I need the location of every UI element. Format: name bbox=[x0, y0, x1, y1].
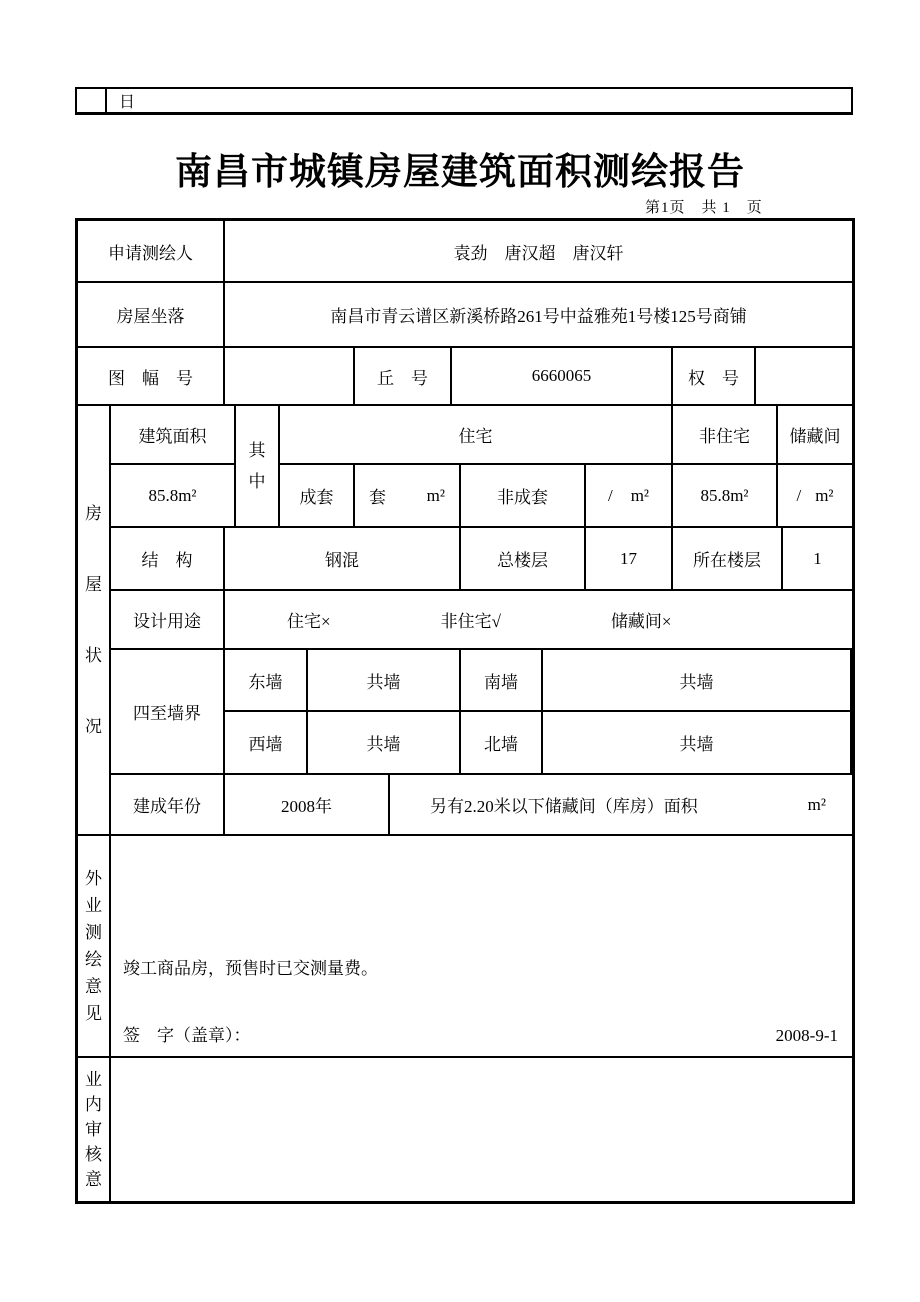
internal-review-label-col bbox=[78, 1058, 111, 1201]
deed-number-value bbox=[756, 348, 852, 404]
design-use-storage: 储藏间× bbox=[610, 612, 672, 631]
applicant-value: 袁劲 唐汉超 唐汉轩 bbox=[453, 243, 624, 263]
storage-slash: / bbox=[796, 485, 802, 505]
among-cell bbox=[236, 406, 280, 526]
located-floor-value: 1 bbox=[813, 548, 822, 568]
signature-label: 签 字（盖章）： bbox=[123, 1026, 251, 1045]
west-wall-value: 共墙 bbox=[308, 712, 461, 773]
col-residential bbox=[280, 406, 673, 526]
north-wall-value: 共墙 bbox=[543, 712, 852, 773]
total-floors-value: 17 bbox=[586, 528, 673, 589]
row-structure bbox=[111, 528, 852, 591]
non-residential-header: 非住宅 bbox=[673, 406, 776, 465]
design-use-label: 设计用途 bbox=[111, 591, 225, 648]
design-use-residential: 住宅× bbox=[287, 612, 331, 631]
set-area-cell bbox=[355, 465, 461, 526]
applicant-label: 申请测绘人 bbox=[78, 221, 225, 281]
page-number-info: 第1页 共 1 页 bbox=[645, 200, 763, 216]
walls-row-1 bbox=[225, 650, 852, 712]
house-status-section-label: 房 屋 状 况 bbox=[85, 504, 102, 736]
total-floors-label: 总楼层 bbox=[461, 528, 586, 589]
plot-number-label: 丘 号 bbox=[355, 348, 452, 404]
col-storage bbox=[778, 406, 852, 526]
east-wall-value: 共墙 bbox=[308, 650, 461, 710]
year-built-label: 建成年份 bbox=[111, 775, 225, 834]
field-survey-content bbox=[111, 836, 852, 1056]
house-status-section-label-col bbox=[78, 406, 111, 834]
set-count-label: 套 bbox=[369, 488, 386, 507]
residential-subrow bbox=[280, 465, 671, 526]
map-sheet-value bbox=[225, 348, 355, 404]
field-survey-comment: 竣工商品房，预售时已交测量费。 bbox=[123, 959, 378, 978]
located-floor-label: 所在楼层 bbox=[673, 528, 783, 589]
building-area-value: 85.8m² bbox=[148, 485, 197, 505]
page-title: 南昌市城镇房屋建筑面积测绘报告 bbox=[175, 151, 745, 192]
location-value: 南昌市青云谱区新溪桥路261号中益雅苑1号楼125号商铺 bbox=[330, 307, 747, 326]
report-table bbox=[75, 218, 855, 1204]
internal-review-content bbox=[111, 1058, 852, 1201]
storage-header: 储藏间 bbox=[778, 406, 852, 465]
north-wall-label: 北墙 bbox=[461, 712, 543, 773]
incomplete-unit: m² bbox=[630, 485, 650, 505]
storage-value bbox=[778, 465, 852, 526]
among-label: 其 中 bbox=[248, 441, 266, 491]
non-residential-value: 85.8m² bbox=[700, 485, 749, 505]
house-status-content bbox=[111, 406, 852, 834]
residential-header: 住宅 bbox=[280, 406, 671, 465]
row-applicant bbox=[78, 221, 852, 283]
plot-number-value: 6660065 bbox=[452, 348, 673, 404]
south-wall-value: 共墙 bbox=[543, 650, 852, 710]
design-use-values bbox=[225, 591, 852, 648]
extra-storage-unit: m² bbox=[807, 794, 826, 814]
set-unit: m² bbox=[426, 485, 445, 505]
field-survey-label-col bbox=[78, 836, 111, 1056]
map-sheet-label: 图 幅 号 bbox=[78, 348, 225, 404]
walls-row-2 bbox=[225, 712, 852, 773]
top-header-box bbox=[75, 87, 853, 115]
row-numbers bbox=[78, 348, 852, 406]
incomplete-set-label: 非成套 bbox=[461, 465, 586, 526]
incomplete-slash: / bbox=[607, 485, 613, 505]
structure-value: 钢混 bbox=[225, 528, 461, 589]
row-design-use bbox=[111, 591, 852, 650]
field-survey-section-label: 外 业 测 绘 意 见 bbox=[85, 869, 102, 1023]
storage-unit: m² bbox=[815, 485, 834, 505]
west-wall-label: 西墙 bbox=[225, 712, 308, 773]
col-building-area bbox=[111, 406, 236, 526]
design-use-non-residential: 非住宅√ bbox=[440, 612, 501, 631]
row-year-built bbox=[111, 775, 852, 834]
complete-set-label: 成套 bbox=[280, 465, 355, 526]
signature-line bbox=[123, 1021, 838, 1046]
section-house-status bbox=[78, 406, 852, 836]
section-internal-review bbox=[78, 1058, 852, 1201]
extra-storage-label: 另有2.20米以下储藏间（库房）面积 bbox=[430, 797, 698, 816]
building-area-label: 建筑面积 bbox=[111, 406, 234, 465]
deed-number-label: 权 号 bbox=[673, 348, 756, 404]
col-non-residential bbox=[673, 406, 778, 526]
incomplete-set-value bbox=[586, 465, 671, 526]
row-areas bbox=[111, 406, 852, 528]
location-label: 房屋坐落 bbox=[78, 283, 225, 346]
top-header-stub-cell bbox=[77, 89, 107, 112]
south-wall-label: 南墙 bbox=[461, 650, 543, 710]
east-wall-label: 东墙 bbox=[225, 650, 308, 710]
walls-grid bbox=[225, 650, 852, 773]
internal-review-section-label: 业 内 审 核 意 bbox=[85, 1070, 102, 1189]
year-built-value: 2008年 bbox=[225, 775, 390, 834]
row-walls bbox=[111, 650, 852, 775]
section-field-survey bbox=[78, 836, 852, 1058]
walls-label: 四至墙界 bbox=[111, 650, 225, 773]
extra-storage-cell bbox=[390, 775, 852, 834]
row-location bbox=[78, 283, 852, 348]
signature-date: 2008-9-1 bbox=[775, 1026, 838, 1045]
top-header-note: 日 bbox=[119, 94, 136, 111]
structure-label: 结 构 bbox=[111, 528, 225, 589]
